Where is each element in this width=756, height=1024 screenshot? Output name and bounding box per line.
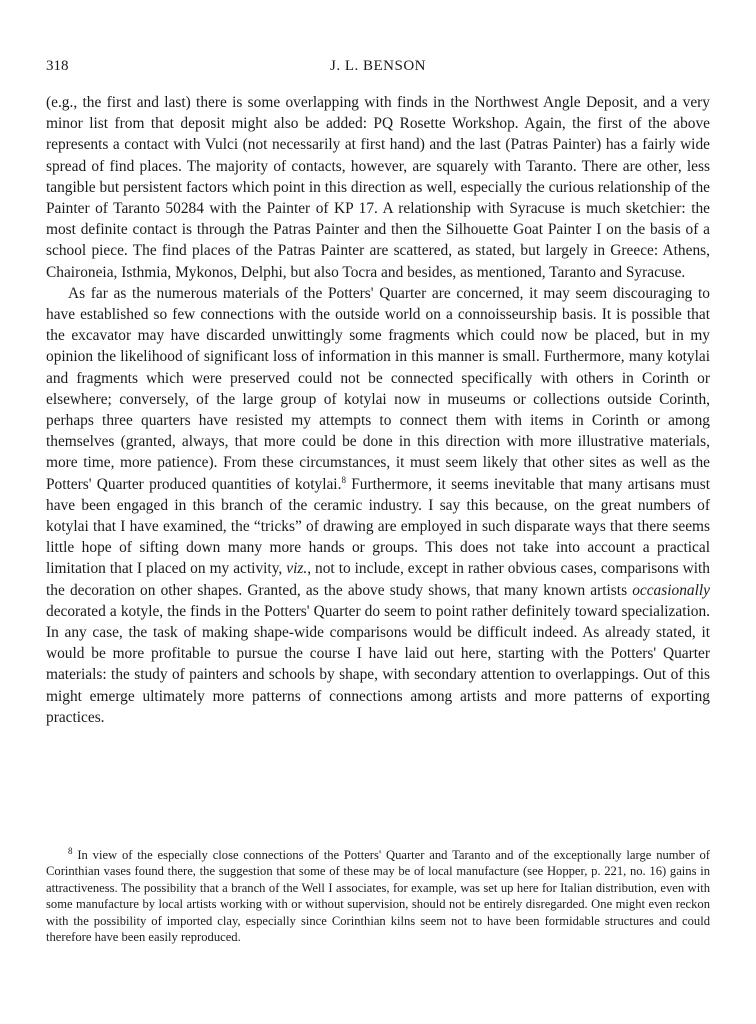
paragraph-2-part-c: , not to include, except in rather obvious cases, comparisons with the decoration on other shapes. Granted, as the above study shows, that many known artists — [46, 560, 710, 599]
footnote-8 — [46, 847, 710, 945]
footnote-text: In view of the especially close connections of the Potters' Quarter and Taranto and of the exceptionally large number of Corinthian vases found there, the suggestion that some of these may be of local manufacture (see Hopper, p. 221, no. 16) gains in attractiveness. The possibility that a branch of the Well I associates, for example, was set up here for Italian distribution, even with some manufacture by local artists working with or without supervision, should not be entirely disregarded. One might even reckon with the possibility of imported clay, especially since Corinthian kilns seem not to have been formidable structures and could therefore have been easily reproduced. — [46, 848, 710, 945]
italic-occasionally: occasionally — [632, 581, 710, 599]
paragraph-2 — [46, 283, 710, 728]
running-head: J. L. BENSON — [329, 58, 426, 74]
footnote-number: 8 — [68, 845, 73, 856]
paragraph-2-part-a: As far as the numerous materials of the Potters' Quarter are concerned, it may seem discouraging to have established so few connections with the outside world on a connoisseurship basis. It is possible that the excavator may have discarded unwittingly some fragments which could now be placed, but in my opinion the likelihood of significant loss of information in this manner is small. Furthermore, many kotylai and fragments which were preserved could not be connected specifically with others in Corinth or elsewhere; conversely, of the large group of kotylai now in museums or collections outside Corinth, perhaps three quarters have resisted my attempts to connect them with items in Corinth or among themselves (granted, always, that more could be done in this direction with more illustrative materials, more time, more patience). From these circumstances, it must seem likely that other sites as well as the Potters' Quarter produced quantities of kotylai. — [46, 284, 710, 493]
footnotes — [46, 847, 710, 945]
italic-viz: viz. — [286, 560, 308, 578]
footnote-reference: 8 — [341, 474, 346, 485]
page-number: 318 — [46, 58, 69, 74]
page-header — [46, 58, 710, 80]
paragraph-2-part-b: Furthermore, it seems inevitable that many artisans must have been engaged in this branch of the ceramic industry. I say this because, on the great numbers of kotylai that I have examined, the “tricks” of drawing are employed in such disparate ways that there seems little hope of sifting down many more hands or groups. This does not take into account a practical limitation that I placed on my activity, — [46, 475, 710, 578]
body-text — [46, 92, 710, 728]
paragraph-1: (e.g., the first and last) there is some overlapping with finds in the Northwest Angle Deposit, and a very minor list from that deposit might also be added: PQ Rosette Workshop. Again, the first of the above represents a contact with Vulci (not necessarily at first hand) and the last (Patras Painter) has a fairly wide spread of find places. The majority of contacts, however, are squarely with Taranto. There are other, less tangible but persistent factors which point in this direction as well, especially the curious relationship of the Painter of Taranto 50284 with the Painter of KP 17. A relationship with Syracuse is much sketchier: the most definite contact is through the Patras Painter and then the Silhouette Goat Painter I on the basis of a school piece. The find places of the Patras Painter are scattered, as stated, but largely in Greece: Athens, Chaironeia, Isthmia, Mykonos, Delphi, but also Tocra and besides, as mentioned, Taranto and Syracuse. — [46, 94, 710, 281]
paragraph-2-part-d: decorated a kotyle, the finds in the Potters' Quarter do seem to point rather definitely toward specialization. In any case, the task of making shape-wide comparisons would be difficult indeed. As already stated, it would be more profitable to pursue the course I have laid out here, starting with the Potters' Quarter materials: the study of painters and schools by shape, with secondary attention to overlappings. Out of this might emerge ultimately more patterns of connections among artists and more patterns of exporting practices. — [46, 602, 710, 726]
